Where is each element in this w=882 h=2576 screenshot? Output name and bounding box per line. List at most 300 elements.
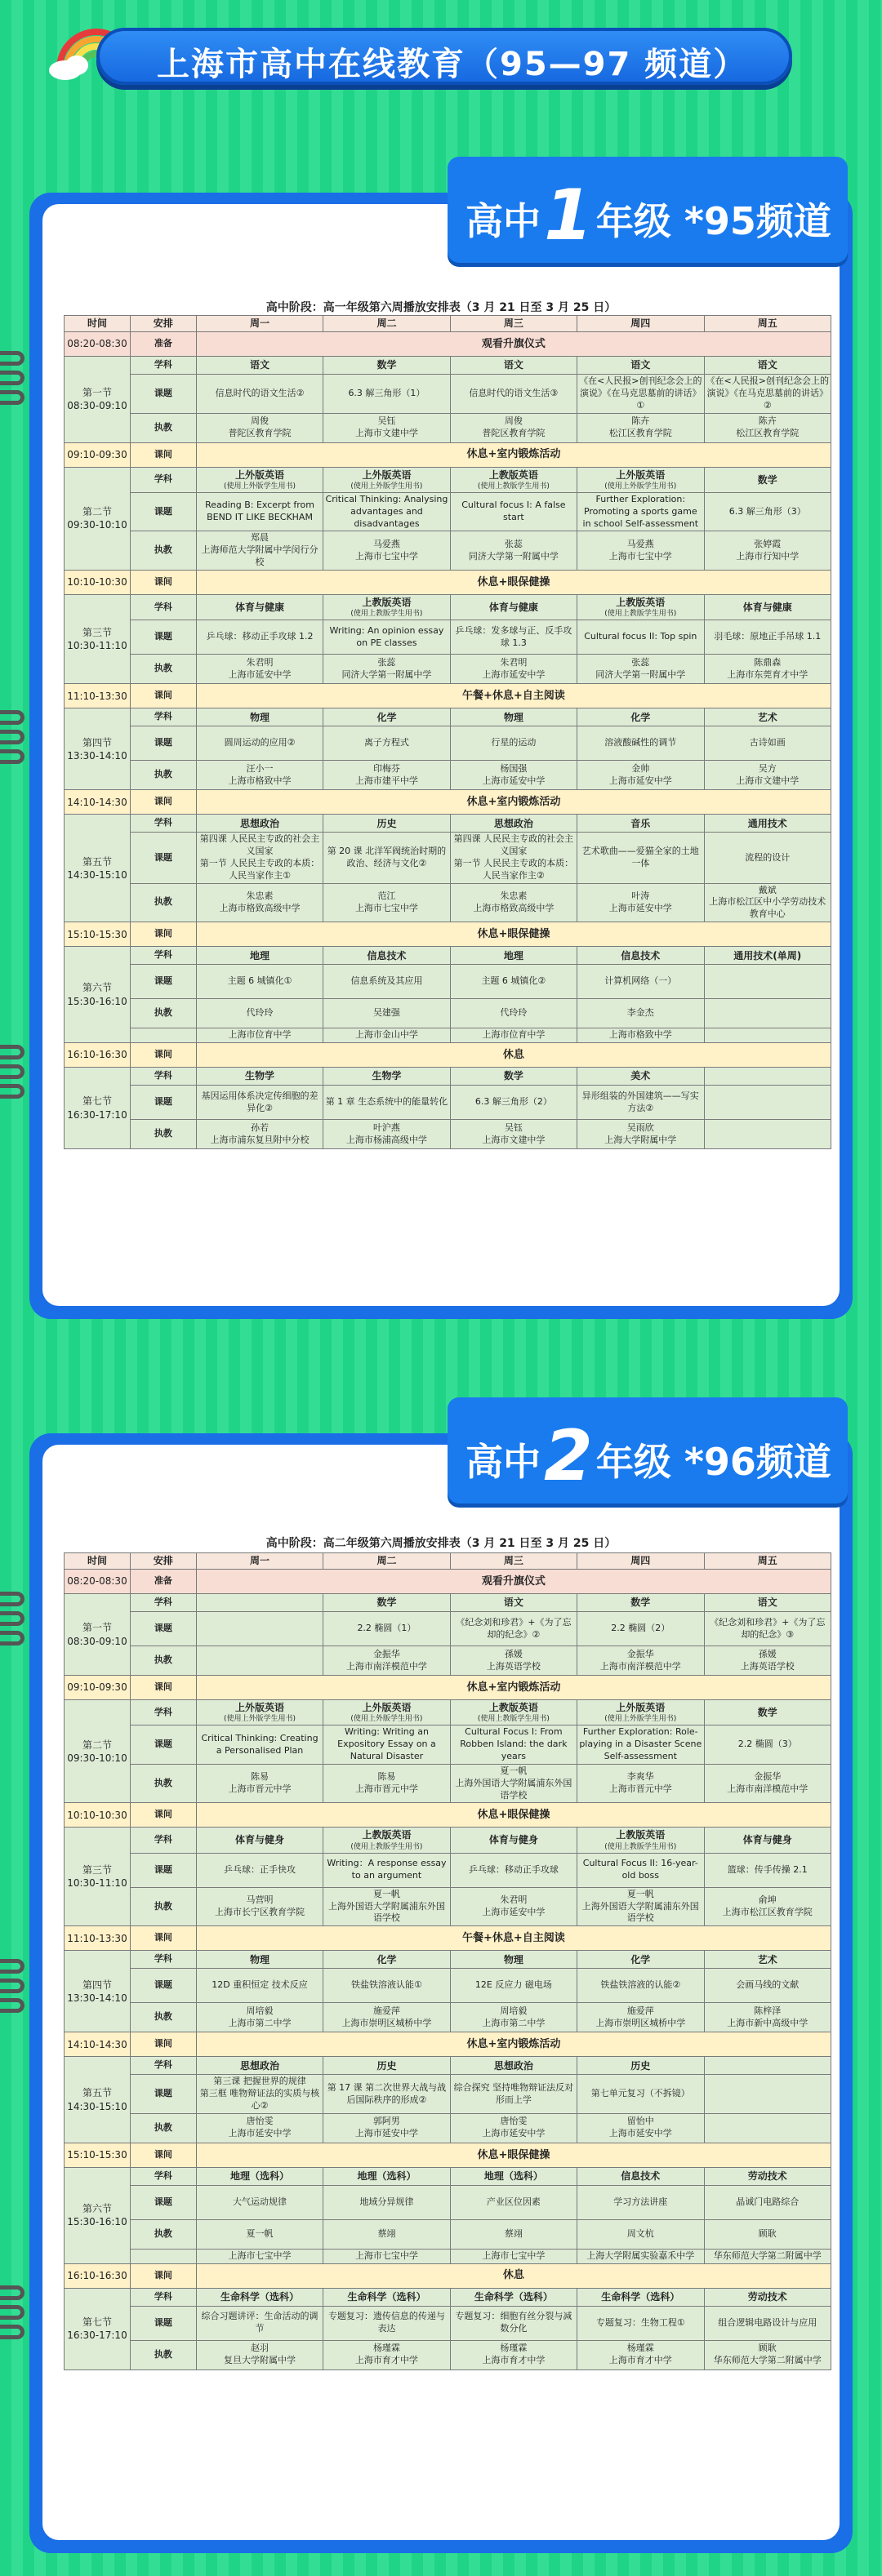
schedule-cell: 生命科学（选科） xyxy=(450,2288,577,2306)
schedule-cell xyxy=(196,1612,323,1646)
period-time-cell: 第七节 16:30-17:10 xyxy=(65,1068,131,1149)
schedule-cell: 上外版英语 (使用上外版学生用书) xyxy=(323,467,450,492)
schedule-cell: 上海市格致中学 xyxy=(577,1028,704,1043)
arrangement-cell: 课间 xyxy=(130,442,196,467)
schedule-cell: 吴雨欣 上海大学附属中学 xyxy=(577,1120,704,1149)
schedule-cell: 学习方法讲座 xyxy=(577,2185,704,2219)
schedule-cell: 地域分异规律 xyxy=(323,2185,450,2219)
arrangement-cell: 学科 xyxy=(130,2167,196,2185)
schedule-cell: 组合逻辑电路设计与应用 xyxy=(704,2306,831,2340)
schedule-cell: 上教版英语 (使用上教版学生用书) xyxy=(577,1828,704,1853)
schedule-cell: 篮球：传手传操 2.1 xyxy=(704,1853,831,1887)
period-time-cell: 第五节 14:30-15:10 xyxy=(65,815,131,922)
schedule-cell: 《在<人民报>创刊纪念会上的演说》《在马克思墓前的讲话》① xyxy=(577,375,704,414)
schedule-cell: 生命科学（选科） xyxy=(196,2288,323,2306)
arrangement-cell: 学科 xyxy=(130,1951,196,1969)
header-cell: 安排 xyxy=(130,316,196,332)
time-cell: 08:20-08:30 xyxy=(65,332,131,357)
page-title: 上海市高中在线教育（95—97 频道） xyxy=(157,46,748,83)
arrangement-cell: 课间 xyxy=(130,922,196,947)
schedule-cell: Cultural Focus I: From Robben Island: the dark years xyxy=(450,1725,577,1765)
schedule-cell: 思想政治 xyxy=(450,2057,577,2075)
break-activity-cell: 休息 xyxy=(196,2263,831,2288)
header-cell: 周五 xyxy=(704,1553,831,1570)
arrangement-cell: 执教 xyxy=(130,655,196,684)
arrangement-cell: 执教 xyxy=(130,1764,196,1803)
schedule-cell: 计算机网络（一） xyxy=(577,965,704,999)
arrangement-cell: 课题 xyxy=(130,1853,196,1887)
arrangement-cell: 学科 xyxy=(130,2288,196,2306)
break-activity-cell: 休息+室内锻炼活动 xyxy=(196,442,831,467)
schedule-cell: 陈卉 松江区教育学院 xyxy=(704,413,831,442)
schedule-cell: 物理 xyxy=(450,708,577,726)
schedule-cell: 铁盐铁溶液认能① xyxy=(323,1969,450,2003)
schedule-cell: 思想政治 xyxy=(196,2057,323,2075)
binder-rings-5 xyxy=(0,1959,38,2018)
schedule-cell: 上海市七宝中学 xyxy=(323,2249,450,2263)
time-cell: 09:10-09:30 xyxy=(65,442,131,467)
break-activity-cell: 休息+室内锻炼活动 xyxy=(196,790,831,815)
grade-2-tab-prefix: 高中 xyxy=(466,1440,541,1484)
schedule-cell: 夏一帆 上海外国语大学附属浦东外国语学校 xyxy=(577,1887,704,1926)
schedule-cell: 金振华 上海市南洋模范中学 xyxy=(704,1764,831,1803)
schedule-cell: 语文 xyxy=(704,1594,831,1612)
schedule-cell: 周文杭 xyxy=(577,2219,704,2249)
schedule-cell: 李金杰 xyxy=(577,999,704,1028)
binder-rings-2 xyxy=(0,710,38,769)
schedule-cell: 体育与健康 xyxy=(450,594,577,620)
time-cell: 11:10-13:30 xyxy=(65,684,131,708)
schedule-cell: 杨瑾霖 上海市育才中学 xyxy=(577,2340,704,2369)
schedule-cell: 思想政治 xyxy=(450,815,577,833)
binder-rings-1 xyxy=(0,351,38,410)
schedule-cell: Further Exploration: Promoting a sports game in school Self-assessment xyxy=(577,492,704,531)
schedule-cell: 大气运动规律 xyxy=(196,2185,323,2219)
grade-2-table-title: 高中阶段：高二年级第六周播放安排表（3 月 21 日至 3 月 25 日） xyxy=(265,1537,617,1550)
schedule-cell: 唐怡雯 上海市延安中学 xyxy=(196,2113,323,2143)
schedule-cell: 《纪念刘和珍君》+《为了忘却的纪念》② xyxy=(450,1612,577,1646)
schedule-cell: 劳动技术 xyxy=(704,2288,831,2306)
schedule-cell: 地理（选科） xyxy=(196,2167,323,2185)
schedule-cell: 代玲玲 xyxy=(196,999,323,1028)
arrangement-cell: 课题 xyxy=(130,375,196,414)
schedule-cell: 历史 xyxy=(323,2057,450,2075)
time-cell: 11:10-13:30 xyxy=(65,1926,131,1951)
schedule-cell: 赵羽 复旦大学附属中学 xyxy=(196,2340,323,2369)
schedule-cell: 地理（选科） xyxy=(323,2167,450,2185)
time-cell: 15:10-15:30 xyxy=(65,2143,131,2167)
schedule-cell: 张蕊 同济大学第一附属中学 xyxy=(577,655,704,684)
grade-2-tab-suffix: 年级 *96频道 xyxy=(595,1440,831,1484)
schedule-cell: 吴钰 上海市文建中学 xyxy=(450,1120,577,1149)
schedule-cell: 艺术歌曲——爱猫全家的土地一体 xyxy=(577,833,704,883)
schedule-cell: 数学 xyxy=(704,467,831,492)
schedule-cell xyxy=(196,1594,323,1612)
schedule-cell: 张蕊 同济大学第一附属中学 xyxy=(323,655,450,684)
schedule-cell: 12D 重积恒定 技术反应 xyxy=(196,1969,323,2003)
schedule-cell: Critical Thinking: Creating a Personalised Plan xyxy=(196,1725,323,1765)
schedule-cell: 上海市金山中学 xyxy=(323,1028,450,1043)
period-time-cell: 第三节 10:30-11:10 xyxy=(65,1828,131,1926)
schedule-cell: 体育与健身 xyxy=(704,1828,831,1853)
period-time-cell: 第四节 13:30-14:10 xyxy=(65,708,131,790)
arrangement-cell: 课间 xyxy=(130,1676,196,1700)
schedule-cell: 体育与健康 xyxy=(196,594,323,620)
break-activity-cell: 休息+室内锻炼活动 xyxy=(196,1676,831,1700)
schedule-cell: Cultural Focus II: 16-year-old boss xyxy=(577,1853,704,1887)
schedule-cell: 主题 6 城镇化② xyxy=(450,965,577,999)
time-cell: 09:10-09:30 xyxy=(65,1676,131,1700)
schedule-cell: 顾耿 xyxy=(704,2219,831,2249)
header-cell: 周二 xyxy=(323,316,450,332)
schedule-cell: 行星的运动 xyxy=(450,726,577,761)
arrangement-cell: 课间 xyxy=(130,2263,196,2288)
schedule-cell: 劳动技术 xyxy=(704,2167,831,2185)
arrangement-cell: 执教 xyxy=(130,413,196,442)
schedule-cell: 上海市七宝中学 xyxy=(196,2249,323,2263)
schedule-cell: 思想政治 xyxy=(196,815,323,833)
schedule-cell: 第 1 章 生态系统中的能量转化 xyxy=(323,1086,450,1120)
header-cell: 周三 xyxy=(450,316,577,332)
schedule-cell: Cultural focus II: Top spin xyxy=(577,620,704,655)
header-cell: 周五 xyxy=(704,316,831,332)
schedule-cell: 李爽华 上海市晋元中学 xyxy=(577,1764,704,1803)
schedule-cell: 数学 xyxy=(450,1068,577,1086)
schedule-cell: 上海市位育中学 xyxy=(450,1028,577,1043)
arrangement-cell: 课间 xyxy=(130,1926,196,1951)
schedule-cell: 马爱燕 上海市七宝中学 xyxy=(323,531,450,571)
binder-rings-3 xyxy=(0,1045,38,1104)
schedule-cell: 朱君明 上海市延安中学 xyxy=(196,655,323,684)
schedule-cell: 数学 xyxy=(323,357,450,375)
schedule-cell: 范江 上海市七宝中学 xyxy=(323,883,450,922)
schedule-cell: 乒乓球：移动正手攻球 1.2 xyxy=(196,620,323,655)
period-time-cell: 第四节 13:30-14:10 xyxy=(65,1951,131,2032)
schedule-cell: 周俊 普陀区教育学院 xyxy=(450,413,577,442)
header-cell: 安排 xyxy=(130,1553,196,1570)
period-time-cell: 第一节 08:30-09:10 xyxy=(65,357,131,443)
schedule-cell: 马爱燕 上海市七宝中学 xyxy=(577,531,704,571)
schedule-cell: 上海市位育中学 xyxy=(196,1028,323,1043)
schedule-cell: 陈鼎森 上海市东莞育才中学 xyxy=(704,655,831,684)
arrangement-cell: 学科 xyxy=(130,815,196,833)
arrangement-cell: 学科 xyxy=(130,357,196,375)
schedule-cell: 信息技术 xyxy=(323,947,450,965)
schedule-cell: 乒乓球：发多球与正、反手攻球 1.3 xyxy=(450,620,577,655)
time-cell: 14:10-14:30 xyxy=(65,790,131,815)
schedule-cell: 语文 xyxy=(577,357,704,375)
time-cell: 15:10-15:30 xyxy=(65,922,131,947)
grade-1-tab xyxy=(448,157,848,263)
schedule-cell: 上外版英语 (使用上外版学生用书) xyxy=(577,467,704,492)
schedule-cell: 金帅 上海市延安中学 xyxy=(577,761,704,790)
arrangement-cell: 课题 xyxy=(130,620,196,655)
schedule-cell: 蔡翊 xyxy=(323,2219,450,2249)
schedule-cell: 施爱萍 上海市崇明区城桥中学 xyxy=(577,2003,704,2032)
schedule-cell: Cultural focus I: A false start xyxy=(450,492,577,531)
grade-1-tab-suffix: 年级 *95频道 xyxy=(595,199,831,243)
schedule-cell: 吴钰 上海市文建中学 xyxy=(323,413,450,442)
schedule-cell: 6.3 解三角形（3） xyxy=(704,492,831,531)
schedule-cell: 流程的设计 xyxy=(704,833,831,883)
schedule-cell: 专题复习：生物工程① xyxy=(577,2306,704,2340)
schedule-cell: 第 17 课 第二次世界大战与战后国际秩序的形成② xyxy=(323,2075,450,2114)
arrangement-cell: 执教 xyxy=(130,883,196,922)
schedule-cell: 郑晨 上海师范大学附属中学闵行分校 xyxy=(196,531,323,571)
header-cell: 时间 xyxy=(65,316,131,332)
break-activity-cell: 观看升旗仪式 xyxy=(196,1570,831,1594)
grade-2-schedule-table xyxy=(64,1552,831,2370)
grade-2-tab-number: 2 xyxy=(544,1415,593,1497)
schedule-cell: Critical Thinking: Analysing advantages and disadvantages xyxy=(323,492,450,531)
binder-rings-4 xyxy=(0,1592,38,1650)
time-cell: 16:10-16:30 xyxy=(65,2263,131,2288)
schedule-cell xyxy=(704,965,831,999)
schedule-cell: 朱忠素 上海市格致高级中学 xyxy=(196,883,323,922)
schedule-cell: 晶诚门电路综合 xyxy=(704,2185,831,2219)
arrangement-cell xyxy=(130,1028,196,1043)
schedule-cell: 生命科学（选科） xyxy=(323,2288,450,2306)
schedule-cell: 生物学 xyxy=(323,1068,450,1086)
schedule-cell: 上海大学附属实验嘉禾中学 xyxy=(577,2249,704,2263)
schedule-cell: Further Exploration: Role-playing in a Disaster Scene Self-assessment xyxy=(577,1725,704,1765)
schedule-cell: 第七单元复习（不拆镜） xyxy=(577,2075,704,2114)
arrangement-cell: 学科 xyxy=(130,1594,196,1612)
schedule-cell: 2.2 椭圆（3） xyxy=(704,1725,831,1765)
schedule-cell: 生物学 xyxy=(196,1068,323,1086)
schedule-cell: 杨国强 上海市延安中学 xyxy=(450,761,577,790)
schedule-cell: 体育与健身 xyxy=(196,1828,323,1853)
schedule-cell: 孙若 上海市浦东复旦附中分校 xyxy=(196,1120,323,1149)
arrangement-cell: 学科 xyxy=(130,708,196,726)
arrangement-cell: 课题 xyxy=(130,2075,196,2114)
schedule-cell: 艺术 xyxy=(704,708,831,726)
schedule-cell xyxy=(704,1028,831,1043)
header-cell: 周三 xyxy=(450,1553,577,1570)
arrangement-cell: 执教 xyxy=(130,531,196,571)
schedule-cell: 顾耿 华东师范大学第二附属中学 xyxy=(704,2340,831,2369)
schedule-cell: 通用技术(单周) xyxy=(704,947,831,965)
header-cell: 时间 xyxy=(65,1553,131,1570)
period-time-cell: 第五节 14:30-15:10 xyxy=(65,2057,131,2143)
schedule-cell: 专题复习：遗传信息的传递与表达 xyxy=(323,2306,450,2340)
schedule-cell: 第三课 把握世界的规律 第三框 唯物辩证法的实质与核心② xyxy=(196,2075,323,2114)
schedule-cell: 上教版英语 (使用上教版学生用书) xyxy=(450,467,577,492)
schedule-cell: 音乐 xyxy=(577,815,704,833)
schedule-cell: 金振华 上海市南洋模范中学 xyxy=(323,1646,450,1676)
arrangement-cell: 执教 xyxy=(130,1887,196,1926)
schedule-cell: 综合习题讲评：生命活动的调节 xyxy=(196,2306,323,2340)
schedule-cell: 陈卉 松江区教育学院 xyxy=(577,413,704,442)
schedule-cell: 汪小一 上海市格致中学 xyxy=(196,761,323,790)
schedule-cell: 夏一帆 上海外国语大学附属浦东外国语学校 xyxy=(450,1764,577,1803)
arrangement-cell: 执教 xyxy=(130,1646,196,1676)
schedule-cell: 物理 xyxy=(196,708,323,726)
schedule-cell: 华东师范大学第二附属中学 xyxy=(704,2249,831,2263)
schedule-cell: 羽毛球：原地正手吊球 1.1 xyxy=(704,620,831,655)
schedule-cell: 俞坤 上海市松江区教育学院 xyxy=(704,1887,831,1926)
arrangement-cell: 课题 xyxy=(130,492,196,531)
schedule-cell: 信息时代的语文生活② xyxy=(196,375,323,414)
arrangement-cell: 执教 xyxy=(130,1120,196,1149)
arrangement-cell: 课题 xyxy=(130,1969,196,2003)
schedule-cell: 陈梓泽 上海市新中高级中学 xyxy=(704,2003,831,2032)
schedule-cell: 上教版英语 (使用上教版学生用书) xyxy=(577,594,704,620)
time-cell: 10:10-10:30 xyxy=(65,570,131,594)
schedule-cell: 2.2 椭圆（1） xyxy=(323,1612,450,1646)
arrangement-cell: 课间 xyxy=(130,570,196,594)
break-activity-cell: 休息 xyxy=(196,1043,831,1068)
arrangement-cell xyxy=(130,2249,196,2263)
schedule-cell: 上海市七宝中学 xyxy=(450,2249,577,2263)
schedule-cell: 上教版英语 (使用上教版学生用书) xyxy=(323,594,450,620)
schedule-cell: 上教版英语 (使用上教版学生用书) xyxy=(323,1828,450,1853)
schedule-cell: 美术 xyxy=(577,1068,704,1086)
grade-1-tab-prefix: 高中 xyxy=(466,199,541,243)
schedule-cell: 信息系统及其应用 xyxy=(323,965,450,999)
schedule-cell: 语文 xyxy=(704,357,831,375)
schedule-cell: 信息技术 xyxy=(577,2167,704,2185)
schedule-cell: 周培毅 上海市第二中学 xyxy=(450,2003,577,2032)
schedule-cell: 第 20 课 北洋军阀统治时期的政治、经济与文化② xyxy=(323,833,450,883)
schedule-cell xyxy=(704,1086,831,1120)
schedule-cell xyxy=(704,1068,831,1086)
schedule-cell: 孫媛 上海英语学校 xyxy=(450,1646,577,1676)
arrangement-cell: 学科 xyxy=(130,2057,196,2075)
schedule-cell: 12E 反应力 磁电场 xyxy=(450,1969,577,2003)
arrangement-cell: 课题 xyxy=(130,726,196,761)
period-time-cell: 第七节 16:30-17:10 xyxy=(65,2288,131,2369)
schedule-cell: 地理 xyxy=(450,947,577,965)
grade-1-schedule-table xyxy=(64,315,831,1149)
header-cell: 周四 xyxy=(577,1553,704,1570)
arrangement-cell: 执教 xyxy=(130,2003,196,2032)
header-cell: 周一 xyxy=(196,1553,323,1570)
schedule-cell: 朱忠素 上海市格致高级中学 xyxy=(450,883,577,922)
time-cell: 10:10-10:30 xyxy=(65,1803,131,1828)
time-cell: 14:10-14:30 xyxy=(65,2032,131,2057)
arrangement-cell: 学科 xyxy=(130,1828,196,1853)
schedule-cell: 语文 xyxy=(196,357,323,375)
arrangement-cell: 课间 xyxy=(130,684,196,708)
break-activity-cell: 午餐+休息+自主阅读 xyxy=(196,1926,831,1951)
schedule-cell: 陈易 上海市晋元中学 xyxy=(196,1764,323,1803)
schedule-cell: 印梅芬 上海市建平中学 xyxy=(323,761,450,790)
arrangement-cell: 学科 xyxy=(130,947,196,965)
break-activity-cell: 休息+眼保健操 xyxy=(196,570,831,594)
schedule-cell: 化学 xyxy=(323,708,450,726)
schedule-cell: 夏一帆 上海外国语大学附属浦东外国语学校 xyxy=(323,1887,450,1926)
header-cell: 周二 xyxy=(323,1553,450,1570)
arrangement-cell: 课题 xyxy=(130,833,196,883)
schedule-cell: 上外版英语 (使用上外版学生用书) xyxy=(577,1700,704,1725)
schedule-cell: 基因运用体系决定传细胞的差异化② xyxy=(196,1086,323,1120)
header-cell: 周四 xyxy=(577,316,704,332)
schedule-cell: 艺术 xyxy=(704,1951,831,1969)
schedule-cell: 唐怡雯 上海市延安中学 xyxy=(450,2113,577,2143)
schedule-cell xyxy=(704,2113,831,2143)
period-time-cell: 第六节 15:30-16:10 xyxy=(65,947,131,1043)
arrangement-cell: 准备 xyxy=(130,1570,196,1594)
break-activity-cell: 午餐+休息+自主阅读 xyxy=(196,684,831,708)
schedule-cell: 朱君明 上海市延安中学 xyxy=(450,655,577,684)
schedule-cell: 乒乓球：移动正手攻球 xyxy=(450,1853,577,1887)
binder-rings-6 xyxy=(0,2285,38,2344)
schedule-cell: 语文 xyxy=(450,1594,577,1612)
schedule-cell: 专题复习：细胞有丝分裂与减数分化 xyxy=(450,2306,577,2340)
schedule-cell: 信息时代的语文生活③ xyxy=(450,375,577,414)
schedule-cell: 杨瑾霖 上海市育才中学 xyxy=(323,2340,450,2369)
schedule-cell: 《在<人民报>创刊纪念会上的演说》《在马克思墓前的讲话》② xyxy=(704,375,831,414)
schedule-cell: Reading B: Excerpt from BEND IT LIKE BECKHAM xyxy=(196,492,323,531)
schedule-cell: 陈易 上海市晋元中学 xyxy=(323,1764,450,1803)
arrangement-cell: 执教 xyxy=(130,761,196,790)
schedule-cell: 生命科学（选科） xyxy=(577,2288,704,2306)
schedule-cell: 上教版英语 (使用上教版学生用书) xyxy=(450,1700,577,1725)
period-time-cell: 第二节 09:30-10:10 xyxy=(65,1700,131,1803)
schedule-cell: 通用技术 xyxy=(704,815,831,833)
schedule-cell: 夏一帆 xyxy=(196,2219,323,2249)
schedule-cell: 吴方 上海市文建中学 xyxy=(704,761,831,790)
schedule-cell xyxy=(704,2057,831,2075)
break-activity-cell: 休息+眼保健操 xyxy=(196,2143,831,2167)
arrangement-cell: 课题 xyxy=(130,1612,196,1646)
schedule-cell: 孫媛 上海英语学校 xyxy=(704,1646,831,1676)
schedule-cell: 化学 xyxy=(577,1951,704,1969)
break-activity-cell: 休息+室内锻炼活动 xyxy=(196,2032,831,2057)
schedule-cell: 综合探究 坚持唯物辩证法反对形而上学 xyxy=(450,2075,577,2114)
period-time-cell: 第一节 08:30-09:10 xyxy=(65,1594,131,1676)
break-activity-cell: 休息+眼保健操 xyxy=(196,1803,831,1828)
time-cell: 08:20-08:30 xyxy=(65,1570,131,1594)
schedule-cell: 地理 xyxy=(196,947,323,965)
arrangement-cell: 课题 xyxy=(130,1725,196,1765)
header-banner xyxy=(96,28,792,85)
arrangement-cell: 准备 xyxy=(130,332,196,357)
arrangement-cell: 课题 xyxy=(130,965,196,999)
schedule-cell xyxy=(704,1120,831,1149)
schedule-cell: 戴斌 上海市松江区中小学劳动技术教育中心 xyxy=(704,883,831,922)
schedule-cell: 《纪念刘和珍君》+《为了忘却的纪念》③ xyxy=(704,1612,831,1646)
header-cell: 周一 xyxy=(196,316,323,332)
schedule-cell: 6.3 解三角形（1） xyxy=(323,375,450,414)
arrangement-cell: 学科 xyxy=(130,1068,196,1086)
period-time-cell: 第六节 15:30-16:10 xyxy=(65,2167,131,2263)
time-cell: 16:10-16:30 xyxy=(65,1043,131,1068)
arrangement-cell: 课题 xyxy=(130,1086,196,1120)
arrangement-cell: 执教 xyxy=(130,999,196,1028)
break-activity-cell: 休息+眼保健操 xyxy=(196,922,831,947)
schedule-cell: 物理 xyxy=(196,1951,323,1969)
schedule-cell: 朱君明 上海市延安中学 xyxy=(450,1887,577,1926)
schedule-cell: 古诗如画 xyxy=(704,726,831,761)
schedule-cell: 圆周运动的应用② xyxy=(196,726,323,761)
schedule-cell: 地理（选科） xyxy=(450,2167,577,2185)
schedule-cell: 物理 xyxy=(450,1951,577,1969)
arrangement-cell: 学科 xyxy=(130,594,196,620)
schedule-cell: 杨瑾霖 上海市育才中学 xyxy=(450,2340,577,2369)
schedule-cell: 6.3 解三角形（2） xyxy=(450,1086,577,1120)
schedule-cell: 体育与健身 xyxy=(450,1828,577,1853)
schedule-cell: 郭阿男 上海市延安中学 xyxy=(323,2113,450,2143)
schedule-cell: 代玲玲 xyxy=(450,999,577,1028)
schedule-cell xyxy=(704,2075,831,2114)
arrangement-cell: 课间 xyxy=(130,1803,196,1828)
schedule-cell: 张婷霞 上海市行知中学 xyxy=(704,531,831,571)
schedule-cell: 数学 xyxy=(704,1700,831,1725)
break-activity-cell: 观看升旗仪式 xyxy=(196,332,831,357)
period-time-cell: 第三节 10:30-11:10 xyxy=(65,594,131,683)
